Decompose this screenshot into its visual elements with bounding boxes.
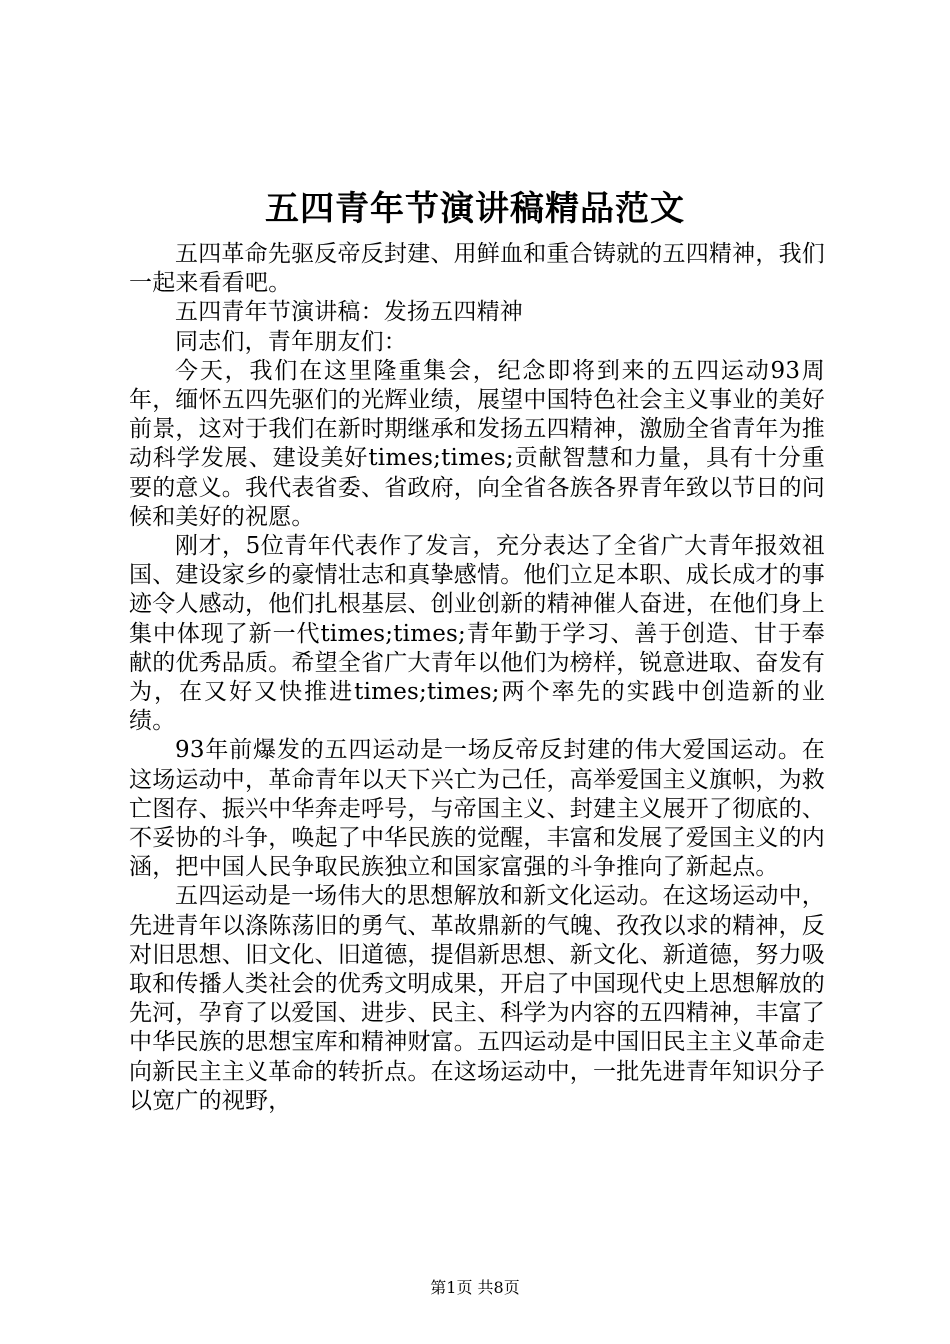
paragraph-new-culture-movement: 五四运动是一场伟大的思想解放和新文化运动。在这场运动中，先进青年以涤陈荡旧的勇气、革故鼎新的气魄、孜孜以求的精神，反对旧思想、旧文化、旧道德，提倡新思想、新文化、新道德，努力吸取和传播人类社会的优秀文明成果，开启了中国现代史上思想解放的先河，孕育了以爱国、进步、民主、科学为内容的五四精神，丰富了中华民族的思想宝库和精神财富。五四运动是中国旧民主主义革命走向新民主主义革命的转折点。在这场运动中，一批先进青年知识分子以宽广的视野， [129, 883, 825, 1114]
paragraph-speech-heading: 五四青年节演讲稿：发扬五四精神 [175, 299, 523, 326]
paragraph-intro: 五四革命先驱反帝反封建、用鲜血和重合铸就的五四精神，我们一起来看看吧。 [129, 241, 825, 297]
document-body [129, 240, 825, 1116]
paragraph-youth-representatives: 刚才，5位青年代表作了发言，充分表达了全省广大青年报效祖国、建设家乡的豪情壮志和真挚感情。他们立足本职、成长成才的事迹令人感动，他们扎根基层、创业创新的精神催人奋进，在他们身上集中体现了新一代times;times;青年勤于学习、善于创造、甘于奉献的优秀品质。希望全省广大青年以他们为榜样，锐意进取、奋发有为，在又好又快推进times;times;两个率先的实践中创造新的业绩。 [129, 533, 825, 735]
paragraph-salutation: 同志们，青年朋友们： [175, 328, 407, 355]
page-number-footer: 第1页 共8页 [430, 1278, 520, 1297]
paragraph-today: 今天，我们在这里隆重集会，纪念即将到来的五四运动93周年，缅怀五四先驱们的光辉业绩，展望中国特色社会主义事业的美好前景，这对于我们在新时期继承和发扬五四精神，激励全省青年为推动科学发展、建设美好times;times;贡献智慧和力量，具有十分重要的意义。我代表省委、省政府，向全省各族各界青年致以节日的问候和美好的祝愿。 [129, 357, 825, 530]
document-title: 五四青年节演讲稿精品范文 [265, 189, 685, 229]
paragraph-patriotic-movement: 93年前爆发的五四运动是一场反帝反封建的伟大爱国运动。在这场运动中，革命青年以天下兴亡为己任，高举爱国主义旗帜，为救亡图存、振兴中华奔走呼号，与帝国主义、封建主义展开了彻底的、不妥协的斗争，唤起了中华民族的觉醒，丰富和发展了爱国主义的内涵，把中国人民争取民族独立和国家富强的斗争推向了新起点。 [129, 737, 825, 881]
